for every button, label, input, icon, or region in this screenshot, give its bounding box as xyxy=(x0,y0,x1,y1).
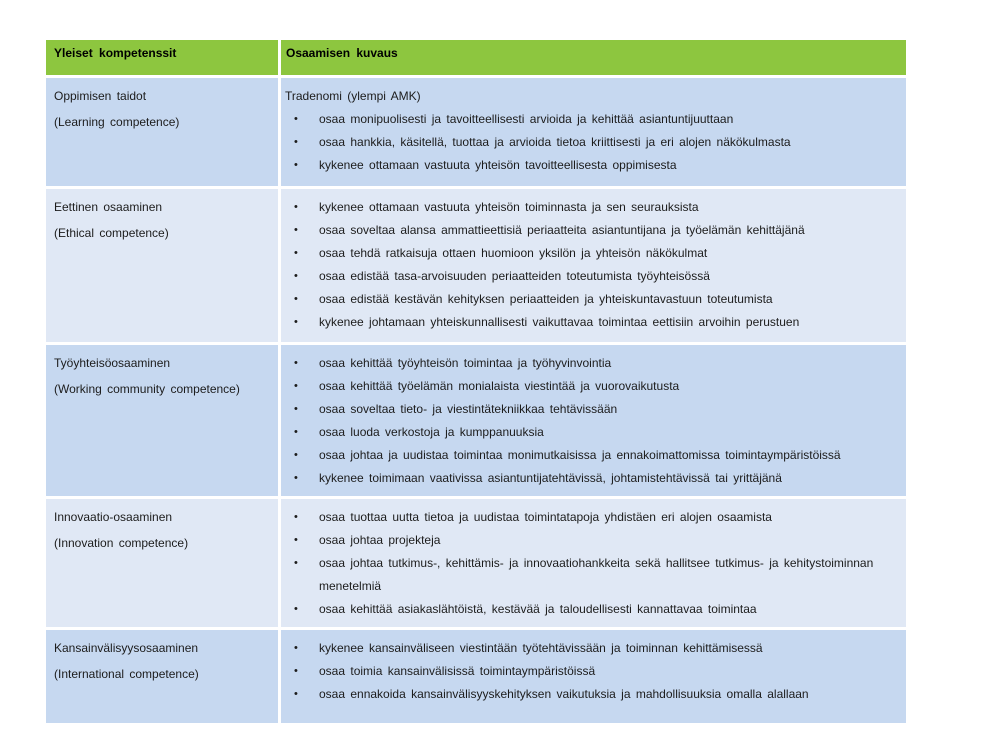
bullet-text: osaa ennakoida kansainvälisyyskehityksen vaikutuksia ja mahdollisuuksia omalla alallaan xyxy=(319,687,809,701)
table-row xyxy=(46,78,906,186)
bullet-item xyxy=(285,398,900,421)
competence-table xyxy=(46,40,906,723)
bullet-icon: • xyxy=(294,403,298,415)
bullet-text: osaa johtaa tutkimus-, kehittämis- ja innovaatiohankkeita sekä hallitsee tutkimus- ja kehitystoiminnan menetelmiä xyxy=(319,556,874,593)
bullet-item xyxy=(285,375,900,398)
bullet-item xyxy=(285,352,900,375)
bullet-text: osaa edistää kestävän kehityksen periaatteiden ja yhteiskuntavastuun toteutumista xyxy=(319,292,773,306)
degree-intro-line: Tradenomi (ylempi AMK) xyxy=(285,89,421,103)
competence-subtitle-english: (Ethical competence) xyxy=(54,226,169,240)
competence-title: Eettinen osaaminen xyxy=(54,200,163,214)
bullet-text: osaa hankkia, käsitellä, tuottaa ja arvioida tietoa kriittisesti ja eri alojen näkökulmasta xyxy=(319,135,791,149)
competence-description-cell xyxy=(281,499,906,627)
bullet-icon: • xyxy=(294,688,298,700)
bullet-icon: • xyxy=(294,449,298,461)
bullet-icon: • xyxy=(294,603,298,615)
bullet-text: osaa johtaa ja uudistaa toimintaa monimutkaisissa ja ennakoimattomissa toimintaympäristöissä xyxy=(319,448,841,462)
bullet-item xyxy=(285,552,900,598)
bullet-item xyxy=(285,108,900,131)
bullet-icon: • xyxy=(294,159,298,171)
bullet-text: osaa monipuolisesti ja tavoitteellisesti arvioida ja kehittää asiantuntijuuttaan xyxy=(319,112,734,126)
bullet-item xyxy=(285,467,900,490)
bullet-text: osaa soveltaa alansa ammattieettisiä periaatteita asiantuntijana ja työelämän kehittäjänä xyxy=(319,223,805,237)
competence-description-cell xyxy=(281,78,906,186)
bullet-item xyxy=(285,242,900,265)
bullet-item xyxy=(285,154,900,177)
competence-name-cell xyxy=(46,345,278,496)
bullet-icon: • xyxy=(294,316,298,328)
bullet-text: osaa toimia kansainvälisissä toimintaympäristöissä xyxy=(319,664,596,678)
bullet-text: osaa tehdä ratkaisuja ottaen huomioon yksilön ja yhteisön näkökulmat xyxy=(319,246,708,260)
bullet-item xyxy=(285,660,900,683)
table-header-row xyxy=(46,40,906,75)
bullet-item xyxy=(285,598,900,621)
bullet-item xyxy=(285,196,900,219)
bullet-item xyxy=(285,529,900,552)
table-row xyxy=(46,189,906,342)
bullet-text: kykenee johtamaan yhteiskunnallisesti vaikuttavaa toimintaa eettisiin arvoihin perustuen xyxy=(319,315,800,329)
bullet-item xyxy=(285,506,900,529)
bullet-icon: • xyxy=(294,380,298,392)
bullet-icon: • xyxy=(294,534,298,546)
bullet-icon: • xyxy=(294,472,298,484)
bullet-icon: • xyxy=(294,642,298,654)
bullet-text: osaa kehittää työyhteisön toimintaa ja työhyvinvointia xyxy=(319,356,612,370)
bullet-icon: • xyxy=(294,136,298,148)
bullet-text: osaa soveltaa tieto- ja viestintätekniikkaa tehtävissään xyxy=(319,402,618,416)
bullet-icon: • xyxy=(294,665,298,677)
bullet-item xyxy=(285,683,900,706)
bullet-text: osaa edistää tasa-arvoisuuden periaatteiden toteutumista työyhteisössä xyxy=(319,269,710,283)
competence-subtitle-english: (Learning competence) xyxy=(54,115,180,129)
bullet-text: kykenee toimimaan vaativissa asiantuntijatehtävissä, johtamistehtävissä tai yrittäjänä xyxy=(319,471,782,485)
competence-name-cell xyxy=(46,189,278,342)
bullet-icon: • xyxy=(294,293,298,305)
competence-title: Työyhteisöosaaminen xyxy=(54,356,171,370)
bullet-item xyxy=(285,288,900,311)
competence-title: Kansainvälisyysosaaminen xyxy=(54,641,199,655)
bullet-icon: • xyxy=(294,511,298,523)
bullet-item xyxy=(285,444,900,467)
bullet-item xyxy=(285,265,900,288)
bullet-text: kykenee kansainväliseen viestintään työtehtävissään ja toiminnan kehittämisessä xyxy=(319,641,763,655)
bullet-item xyxy=(285,219,900,242)
bullet-icon: • xyxy=(294,270,298,282)
bullet-text: osaa tuottaa uutta tietoa ja uudistaa toimintatapoja yhdistäen eri alojen osaamista xyxy=(319,510,772,524)
bullet-text: kykenee ottamaan vastuuta yhteisön tavoitteellisesta oppimisesta xyxy=(319,158,677,172)
bullet-text: osaa kehittää asiakaslähtöistä, kestävää ja taloudellisesti kannattavaa toimintaa xyxy=(319,602,757,616)
bullet-icon: • xyxy=(294,357,298,369)
competence-title: Innovaatio-osaaminen xyxy=(54,510,173,524)
competence-subtitle-english: (Working community competence) xyxy=(54,382,240,396)
bullet-text: osaa johtaa projekteja xyxy=(319,533,441,547)
bullet-text: osaa kehittää työelämän monialaista viestintää ja vuorovaikutusta xyxy=(319,379,680,393)
bullet-icon: • xyxy=(294,224,298,236)
competence-description-cell xyxy=(281,630,906,723)
competence-name-cell xyxy=(46,630,278,723)
table-row xyxy=(46,345,906,496)
header-cell-general-competences: Yleiset kompetenssit xyxy=(46,40,278,75)
table-row xyxy=(46,630,906,723)
bullet-icon: • xyxy=(294,201,298,213)
bullet-text: osaa luoda verkostoja ja kumppanuuksia xyxy=(319,425,544,439)
table-row xyxy=(46,499,906,627)
competence-subtitle-english: (Innovation competence) xyxy=(54,536,189,550)
bullet-icon: • xyxy=(294,247,298,259)
bullet-text: kykenee ottamaan vastuuta yhteisön toiminnasta ja sen seurauksista xyxy=(319,200,699,214)
header-cell-competence-description: Osaamisen kuvaus xyxy=(281,40,906,75)
bullet-item xyxy=(285,421,900,444)
bullet-icon: • xyxy=(294,113,298,125)
competence-name-cell xyxy=(46,78,278,186)
bullet-icon: • xyxy=(294,426,298,438)
competence-description-cell xyxy=(281,345,906,496)
competence-description-cell xyxy=(281,189,906,342)
competence-name-cell xyxy=(46,499,278,627)
bullet-icon: • xyxy=(294,557,298,569)
bullet-item xyxy=(285,637,900,660)
bullet-item xyxy=(285,131,900,154)
competence-title: Oppimisen taidot xyxy=(54,89,147,103)
bullet-item xyxy=(285,311,900,334)
competence-subtitle-english: (International competence) xyxy=(54,667,199,681)
